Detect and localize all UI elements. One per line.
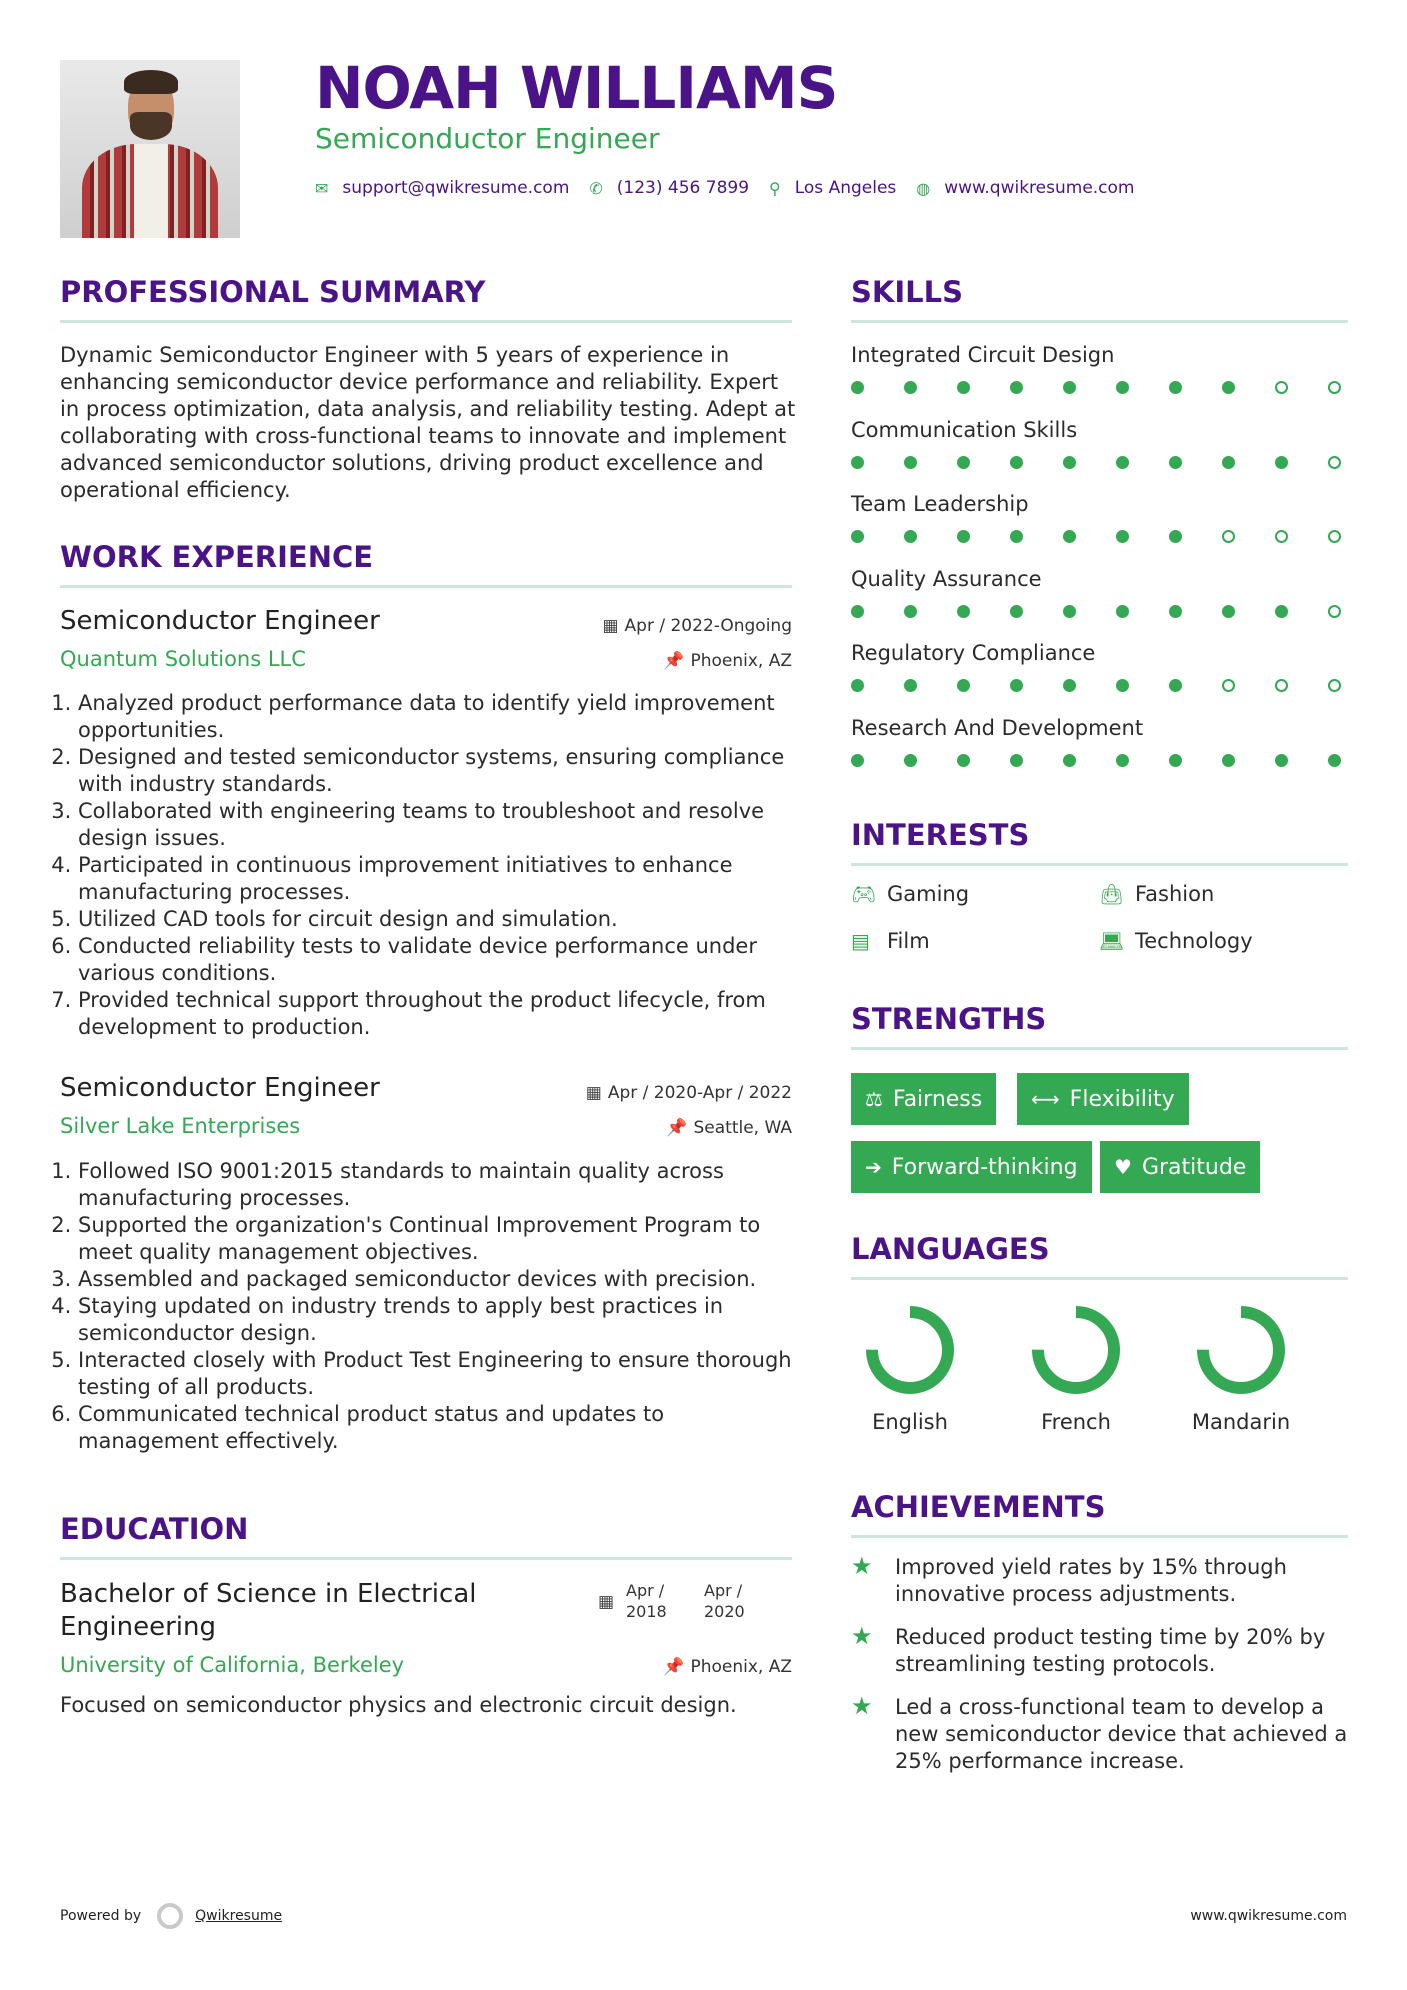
qwikresume-logo-icon xyxy=(157,1903,183,1929)
language-level-arc xyxy=(1038,1312,1114,1388)
rating-dot-filled xyxy=(1116,754,1129,767)
interest-item: 👜︎ Fashion xyxy=(1099,882,1215,906)
phone-icon: ✆ xyxy=(589,178,603,198)
duty-item: 3. Collaborated with engineering teams to troubleshoot and resolve design issues. xyxy=(78,798,798,852)
contact-bar xyxy=(315,178,1155,198)
education-description: Focused on semiconductor physics and electronic circuit design. xyxy=(60,1693,737,1717)
rating-dot-empty xyxy=(1275,679,1288,692)
rating-dot-filled xyxy=(851,679,864,692)
skill-name: Communication Skills xyxy=(851,417,1078,442)
shopping-bag-icon: 👜︎ xyxy=(1099,882,1125,906)
duty-item: 6. Communicated technical product status and updates to management effectively. xyxy=(78,1401,808,1455)
duty-item: 5. Utilized CAD tools for circuit design and simulation. xyxy=(78,906,798,933)
rating-dot-empty xyxy=(1328,679,1341,692)
edu-location: 📌 Phoenix, AZ xyxy=(663,1657,792,1677)
duty-item: 2. Supported the organization's Continual Improvement Program to meet quality management objectives. xyxy=(78,1212,808,1266)
rating-dot-filled xyxy=(1222,456,1235,469)
interest-item: ▤ Film xyxy=(851,929,930,953)
rating-dot-empty xyxy=(1275,381,1288,394)
arrow-right-icon: ➔ xyxy=(865,1155,882,1179)
language-item xyxy=(845,1302,975,1434)
rating-dot-filled xyxy=(1010,381,1023,394)
skill-name: Regulatory Compliance xyxy=(851,641,1096,665)
job-title: Semiconductor Engineer xyxy=(60,606,380,636)
rating-dot-filled xyxy=(904,754,917,767)
rating-dot-filled xyxy=(851,605,864,618)
rating-dot-filled xyxy=(957,605,970,618)
skill-rating xyxy=(851,754,1341,767)
language-level-arc xyxy=(1203,1312,1279,1388)
heart-icon: ♥ xyxy=(1114,1155,1132,1179)
duty-item: 1. Followed ISO 9001:2015 standards to maintain quality across manufacturing processes. xyxy=(78,1158,808,1212)
language-level-ring xyxy=(862,1302,958,1398)
duty-item: 4. Participated in continuous improvement initiatives to enhance manufacturing processes. xyxy=(78,852,798,906)
rating-dot-empty xyxy=(1222,530,1235,543)
interest-item: 💻︎ Technology xyxy=(1099,929,1253,953)
rating-dot-empty xyxy=(1328,381,1341,394)
skill-name: Research And Development xyxy=(851,715,1144,740)
rating-dot-filled xyxy=(1328,754,1341,767)
achievement-item: ★ Improved yield rates by 15% through innovative process adjustments. xyxy=(851,1552,1287,1606)
skill-rating xyxy=(851,456,1341,469)
calendar-icon: ▦ xyxy=(598,1592,615,1612)
footer-url[interactable]: www.qwikresume.com xyxy=(1190,1908,1347,1924)
job-date: ▦ Apr / 2020-Apr / 2022 xyxy=(585,1083,792,1103)
rating-dot-filled xyxy=(1169,679,1182,692)
language-name: Mandarin xyxy=(1191,1410,1291,1434)
language-item xyxy=(1176,1302,1306,1434)
strength-chip: ⟷ Flexibility xyxy=(1017,1073,1189,1125)
rating-dot-filled xyxy=(904,381,917,394)
rating-dot-filled xyxy=(851,530,864,543)
summary-text: Dynamic Semiconductor Engineer with 5 years of experience in enhancing semiconductor device performance and reliability. Expert in process optimization, data analysis, and reliability testing. Adept at collaborating with cross-functional teams to innovate and implement advanced semiconductor solutions, driving product excellence and operational efficiency. xyxy=(60,343,796,502)
rating-dot-filled xyxy=(904,679,917,692)
rating-dot-empty xyxy=(1328,530,1341,543)
rating-dot-filled xyxy=(1169,530,1182,543)
experience-heading: WORK EXPERIENCE xyxy=(60,540,374,574)
degree-title: Bachelor of Science in Electrical Engineering xyxy=(60,1579,477,1642)
job-title: Semiconductor Engineer xyxy=(60,1073,380,1103)
star-icon: ★ xyxy=(851,1552,873,1580)
rating-dot-filled xyxy=(1116,679,1129,692)
pin-icon: 📌 xyxy=(663,651,685,671)
rating-dot-filled xyxy=(1010,754,1023,767)
rating-dot-filled xyxy=(1275,605,1288,618)
rating-dot-filled xyxy=(904,530,917,543)
rating-dot-filled xyxy=(957,754,970,767)
rating-dot-empty xyxy=(1275,530,1288,543)
language-level-arc xyxy=(872,1312,948,1388)
star-icon: ★ xyxy=(851,1622,873,1650)
rating-dot-filled xyxy=(957,456,970,469)
summary-divider xyxy=(60,320,792,323)
rating-dot-filled xyxy=(957,530,970,543)
achievement-item: ★ Reduced product testing time by 20% by streamlining testing protocols. xyxy=(851,1622,1326,1676)
achievements-heading: ACHIEVEMENTS xyxy=(851,1490,1106,1524)
duty-item: 7. Provided technical support throughout the product lifecycle, from development to production. xyxy=(78,987,798,1041)
rating-dot-filled xyxy=(1063,754,1076,767)
job-duties-list xyxy=(60,690,798,1041)
job-location: 📌 Seattle, WA xyxy=(666,1118,792,1138)
rating-dot-filled xyxy=(1116,456,1129,469)
languages-heading: LANGUAGES xyxy=(851,1232,1050,1266)
pin-icon: 📌 xyxy=(663,1657,685,1677)
rating-dot-filled xyxy=(1116,381,1129,394)
candidate-title: Semiconductor Engineer xyxy=(315,122,660,155)
rating-dot-filled xyxy=(1169,456,1182,469)
job-duties-list xyxy=(60,1158,808,1455)
experience-divider xyxy=(60,585,792,588)
website-link[interactable]: www.qwikresume.com xyxy=(944,178,1135,198)
language-name: French xyxy=(1041,1410,1111,1434)
company-name: Quantum Solutions LLC xyxy=(60,647,306,671)
rating-dot-filled xyxy=(1063,679,1076,692)
arrows-horizontal-icon: ⟷ xyxy=(1031,1087,1060,1111)
school-name: University of California, Berkeley xyxy=(60,1653,405,1677)
rating-dot-filled xyxy=(1010,605,1023,618)
strength-chip: ➔ Forward-thinking xyxy=(851,1141,1092,1193)
rating-dot-filled xyxy=(1222,754,1235,767)
rating-dot-empty xyxy=(1328,605,1341,618)
film-icon: ▤ xyxy=(851,929,870,953)
strengths-divider xyxy=(851,1047,1348,1050)
interest-item: 🎮︎ Gaming xyxy=(851,882,970,906)
rating-dot-filled xyxy=(851,456,864,469)
rating-dot-empty xyxy=(1328,456,1341,469)
envelope-icon: ✉ xyxy=(315,178,329,198)
rating-dot-filled xyxy=(1063,605,1076,618)
duty-item: 6. Conducted reliability tests to validate device performance under various conditions. xyxy=(78,933,798,987)
rating-dot-filled xyxy=(1063,530,1076,543)
skill-name: Quality Assurance xyxy=(851,566,1042,591)
location-text: Los Angeles xyxy=(794,178,897,198)
company-name: Silver Lake Enterprises xyxy=(60,1114,301,1138)
footer-powered-by: Powered by Qwikresume xyxy=(60,1903,282,1929)
phone-text: (123) 456 7899 xyxy=(616,178,750,198)
skill-rating xyxy=(851,381,1341,394)
language-name: English xyxy=(872,1410,948,1434)
rating-dot-filled xyxy=(1275,456,1288,469)
rating-dot-filled xyxy=(904,456,917,469)
rating-dot-filled xyxy=(1010,679,1023,692)
skills-heading: SKILLS xyxy=(851,275,963,309)
rating-dot-filled xyxy=(1169,605,1182,618)
pin-icon: 📌 xyxy=(666,1118,688,1138)
rating-dot-filled xyxy=(1010,456,1023,469)
candidate-name: NOAH WILLIAMS xyxy=(315,54,838,122)
rating-dot-filled xyxy=(1116,605,1129,618)
calendar-icon: ▦ xyxy=(585,1083,602,1103)
rating-dot-filled xyxy=(1222,381,1235,394)
laptop-icon: 💻︎ xyxy=(1099,929,1125,953)
globe-icon: ◍ xyxy=(916,178,931,198)
strength-chip: ♥ Gratitude xyxy=(1100,1141,1260,1193)
interests-divider xyxy=(851,863,1348,866)
rating-dot-filled xyxy=(1169,754,1182,767)
rating-dot-filled xyxy=(1222,605,1235,618)
rating-dot-filled xyxy=(1116,530,1129,543)
rating-dot-filled xyxy=(957,381,970,394)
skill-rating xyxy=(851,679,1341,692)
skill-name: Team Leadership xyxy=(851,492,1029,516)
duty-item: 3. Assembled and packaged semiconductor devices with precision. xyxy=(78,1266,808,1293)
qwikresume-link[interactable]: Qwikresume xyxy=(195,1908,283,1924)
language-item xyxy=(1011,1302,1141,1434)
achievement-item: ★ Led a cross-functional team to develop a new semiconductor device that achieved a 25% performance increase. xyxy=(851,1692,1348,1773)
star-icon: ★ xyxy=(851,1692,873,1720)
edu-end-date: Apr / 2020 xyxy=(704,1581,745,1621)
rating-dot-filled xyxy=(904,605,917,618)
duty-item: 1. Analyzed product performance data to identify yield improvement opportunities. xyxy=(78,690,798,744)
languages-divider xyxy=(851,1277,1348,1280)
map-marker-icon: ⚲ xyxy=(769,178,781,198)
skills-divider xyxy=(851,320,1348,323)
rating-dot-filled xyxy=(851,381,864,394)
email-link[interactable]: support@qwikresume.com xyxy=(342,178,570,198)
rating-dot-filled xyxy=(957,679,970,692)
rating-dot-empty xyxy=(1222,679,1235,692)
calendar-icon: ▦ xyxy=(602,616,619,636)
rating-dot-filled xyxy=(851,754,864,767)
strengths-heading: STRENGTHS xyxy=(851,1002,1047,1036)
language-level-ring xyxy=(1193,1302,1289,1398)
skill-name: Integrated Circuit Design xyxy=(851,343,1115,367)
gamepad-icon: 🎮︎ xyxy=(851,882,877,906)
rating-dot-filled xyxy=(1169,381,1182,394)
skill-rating xyxy=(851,530,1341,543)
duty-item: 4. Staying updated on industry trends to apply best practices in semiconductor design. xyxy=(78,1293,808,1347)
skill-rating xyxy=(851,605,1341,618)
job-date: ▦ Apr / 2022-Ongoing xyxy=(602,616,792,636)
achievements-divider xyxy=(851,1535,1348,1538)
edu-start-date: Apr / 2018 xyxy=(626,1581,667,1621)
interests-heading: INTERESTS xyxy=(851,818,1030,852)
profile-photo xyxy=(60,60,240,238)
summary-heading: PROFESSIONAL SUMMARY xyxy=(60,275,486,309)
duty-item: 2. Designed and tested semiconductor systems, ensuring compliance with industry standards. xyxy=(78,744,798,798)
rating-dot-filled xyxy=(1010,530,1023,543)
balance-scale-icon: ⚖ xyxy=(865,1087,883,1111)
education-heading: EDUCATION xyxy=(60,1512,249,1546)
job-location: 📌 Phoenix, AZ xyxy=(663,651,792,671)
education-divider xyxy=(60,1557,792,1560)
rating-dot-filled xyxy=(1063,381,1076,394)
language-level-ring xyxy=(1028,1302,1124,1398)
duty-item: 5. Interacted closely with Product Test Engineering to ensure thorough testing of all products. xyxy=(78,1347,808,1401)
strength-chip: ⚖ Fairness xyxy=(851,1073,996,1125)
rating-dot-filled xyxy=(1275,754,1288,767)
rating-dot-filled xyxy=(1063,456,1076,469)
